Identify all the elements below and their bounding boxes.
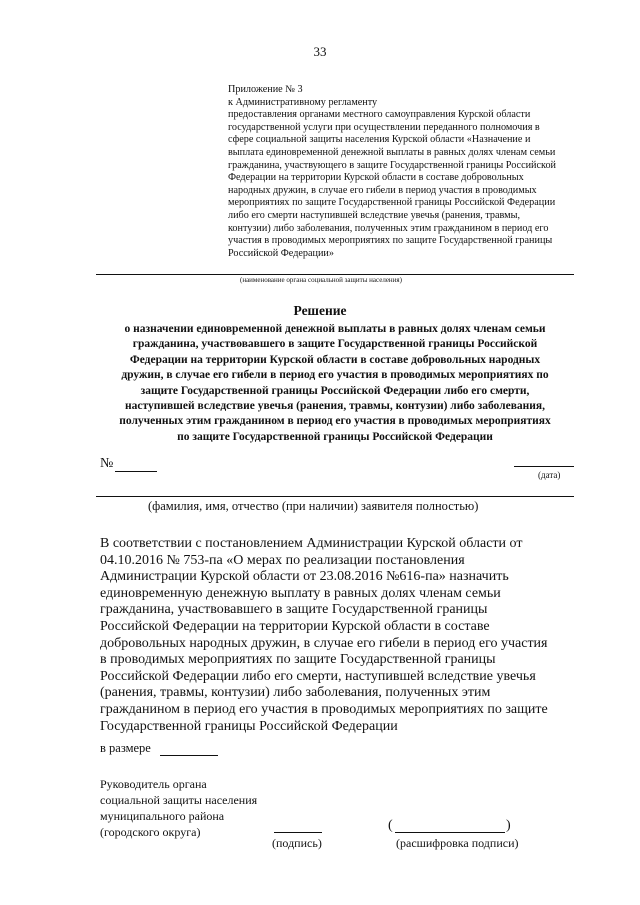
subtitle-line: дружин, в случае его гибели в период его участия в проводимых мероприятиях по (121, 369, 549, 382)
amount-field-line (160, 755, 218, 756)
date-field-line (514, 466, 574, 467)
appendix-line: выплата единовременной денежной выплаты в равных долях членам семьи (228, 146, 556, 158)
document-subtitle (100, 322, 570, 445)
body-line: Российской Федерации на территории Курской области в составе (100, 618, 490, 634)
body-line: В соответствии с постановлением Администрации Курской области от (100, 536, 523, 551)
subtitle-line: полученных этим гражданином в период его участия в проводимых мероприятиях (119, 415, 551, 428)
signatory-line: муниципального района (100, 809, 225, 823)
body-line: (ранения, травмы, контузии) либо заболевания, полученных этим (100, 685, 491, 701)
body-line: 04.10.2016 № 753-па «О мерах по реализации постановления (100, 552, 465, 568)
body-line: в проводимых мероприятиях по защите Государственной границы (100, 652, 496, 668)
signature-caption: (подпись) (272, 836, 322, 850)
subtitle-line: наступившей вследствие увечья (ранения, травмы, контузии) либо заболевания, (124, 400, 546, 413)
number-label: № (100, 456, 114, 471)
document-title: Решение (293, 303, 347, 318)
applicant-line (96, 496, 574, 497)
body-line: добровольных народных дружин, в случае его гибели в период его участия (100, 635, 548, 651)
body-line: Администрации Курской области от 23.08.2016 №616-па» назначить (100, 569, 509, 585)
org-name-line (96, 274, 574, 275)
subtitle-line: гражданина, участвовавшего в защите Государственной границы Российской (132, 338, 538, 351)
number-field-line (115, 471, 157, 472)
signatory-line: (городского округа) (100, 825, 201, 839)
appendix-line: сфере социальной защиты населения Курской области «Назначение и (228, 134, 531, 146)
body-line: гражданином в период его участия в проводимых мероприятиях по защите (100, 701, 548, 717)
appendix-line: Российской Федерации» (228, 247, 334, 259)
appendix-line: предоставления органами местного самоуправления Курской области (228, 109, 531, 121)
subtitle-line: защите Государственной границы Российской Федерации либо его смерти, (140, 384, 530, 397)
body-line: Государственной границы Российской Федерации (100, 718, 398, 734)
appendix-line: народных дружин, в случае его гибели в период участия в проводимых (228, 184, 537, 196)
applicant-caption: (фамилия, имя, отчество (при наличии) заявителя полностью) (148, 499, 479, 513)
decision-body (100, 536, 574, 735)
date-caption: (дата) (538, 470, 561, 480)
subtitle-line: Федерации на территории Курской области в составе добровольных народных (129, 353, 541, 366)
org-name-caption: (наименование органа социальной защиты населения) (240, 276, 402, 284)
decode-open-paren: ( (388, 818, 393, 833)
appendix-line: гражданина, участвующего в защите Государственной границы Российской (228, 159, 557, 171)
appendix-line: Приложение № 3 (228, 84, 303, 95)
appendix-line: участия в проводимых мероприятиях по защите Государственной границы (228, 235, 553, 247)
appendix-line: государственной услуги при осуществлении переданного полномочия в (228, 121, 540, 133)
appendix-line: мероприятиях по защите Государственной границы Российской Федерации (228, 197, 556, 209)
appendix-line: к Административному регламенту (228, 96, 378, 108)
appendix-line: либо его смерти наступившей вследствие увечья (ранения, травмы, (228, 209, 521, 221)
appendix-header (228, 84, 556, 260)
signatory-block (100, 776, 257, 840)
subtitle-line: о назначении единовременной денежной выплаты в равных долях членам семьи (124, 323, 546, 335)
amount-label: в размере (100, 741, 151, 755)
decode-line (395, 832, 505, 833)
decode-caption: (расшифровка подписи) (396, 836, 519, 850)
signature-line (274, 832, 322, 833)
signatory-line: Руководитель органа (100, 777, 207, 791)
appendix-line: Федерации на территории Курской области в составе добровольных (228, 172, 524, 184)
subtitle-line: по защите Государственной границы Российской Федерации (177, 430, 493, 443)
body-line: Российской Федерации либо его смерти, наступившей вследствие увечья (100, 668, 536, 684)
body-line: единовременную денежную выплату в равных долях членам семьи (100, 585, 501, 601)
decode-close-paren: ) (506, 818, 511, 833)
page-number: 33 (313, 44, 327, 59)
appendix-line: контузии) либо заболевания, полученных этим гражданином в период его (228, 222, 549, 234)
signatory-line: социальной защиты населения (100, 793, 258, 807)
body-line: гражданина, участвовавшего в защите Государственной границы (100, 602, 488, 618)
